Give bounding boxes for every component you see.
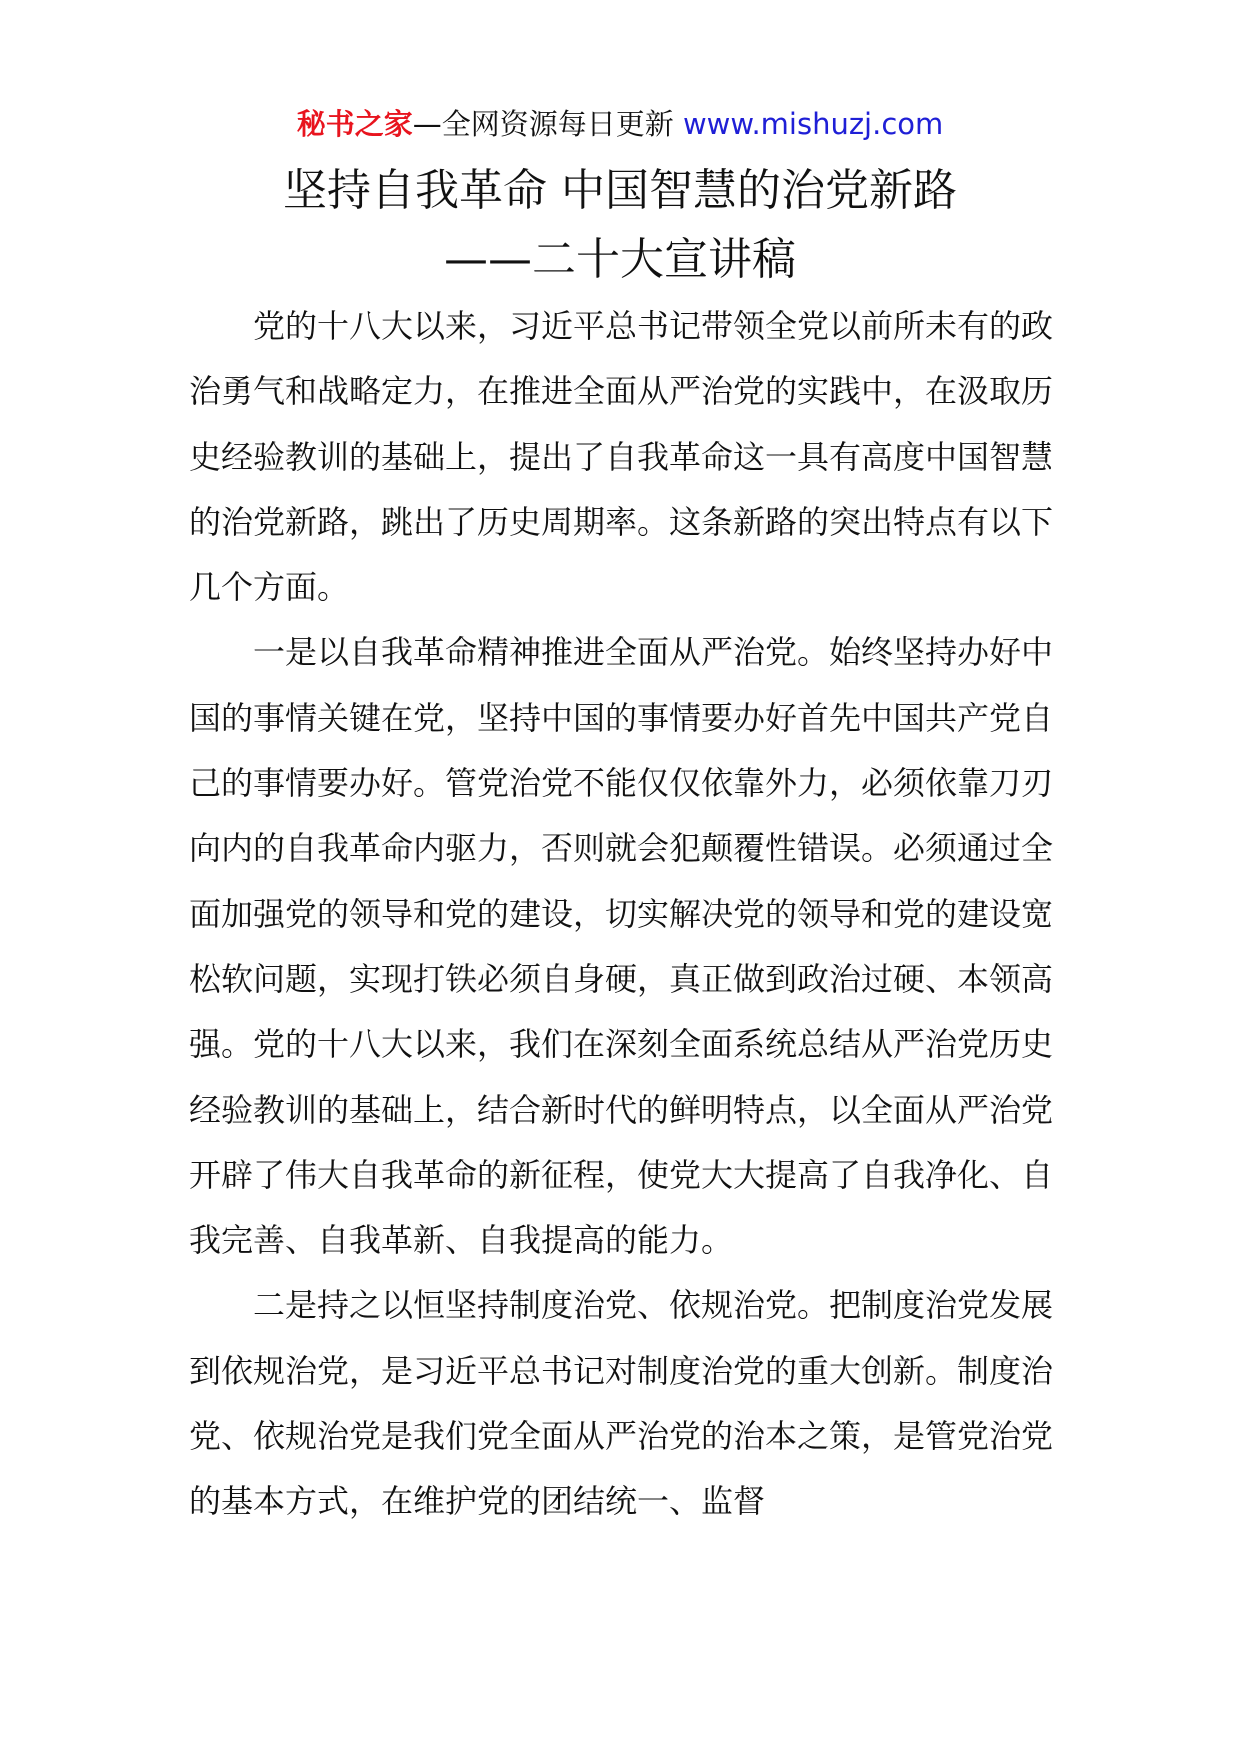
- brand-name: 秘书之家: [296, 107, 413, 141]
- paragraph-point-two: 二是持之以恒坚持制度治党、依规治党。把制度治党发展到依规治党，是习近平总书记对制度治党的重大创新。制度治党、依规治党是我们党全面从严治党的治本之策，是管党治党的基本方式，在维护党的团结统一、监督: [189, 1286, 1054, 1521]
- document-title: 坚持自我革命 中国智慧的治党新路: [283, 165, 957, 216]
- paragraph-intro: 党的十八大以来，习近平总书记带领全党以前所未有的政治勇气和战略定力，在推进全面从严治党的实践中，在汲取历史经验教训的基础上，提出了自我革命这一具有高度中国智慧的治党新路，跳出了历史周期率。这条新路的突出特点有以下几个方面。: [189, 307, 1054, 607]
- paragraph-point-one: 一是以自我革命精神推进全面从严治党。始终坚持办好中国的事情关键在党，坚持中国的事情要办好首先中国共产党自己的事情要办好。管党治党不能仅仅依靠外力，必须依靠刀刃向内的自我革命内驱力，否则就会犯颠覆性错误。必须通过全面加强党的领导和党的建设，切实解决党的领导和党的建设宽松软问题，实现打铁必须自身硬，真正做到政治过硬、本领高强。党的十八大以来，我们在深刻全面系统总结从严治党历史经验教训的基础上，结合新时代的鲜明特点，以全面从严治党开辟了伟大自我革命的新征程，使党大大提高了自我净化、自我完善、自我革新、自我提高的能力。: [189, 633, 1054, 1260]
- document-subtitle: ——二十大宣讲稿: [444, 234, 796, 285]
- document-body: [189, 294, 1053, 1535]
- site-header: [0, 104, 1240, 144]
- header-tagline: —全网资源每日更新: [412, 107, 674, 141]
- website-link[interactable]: www.mishuzj.com: [682, 107, 944, 141]
